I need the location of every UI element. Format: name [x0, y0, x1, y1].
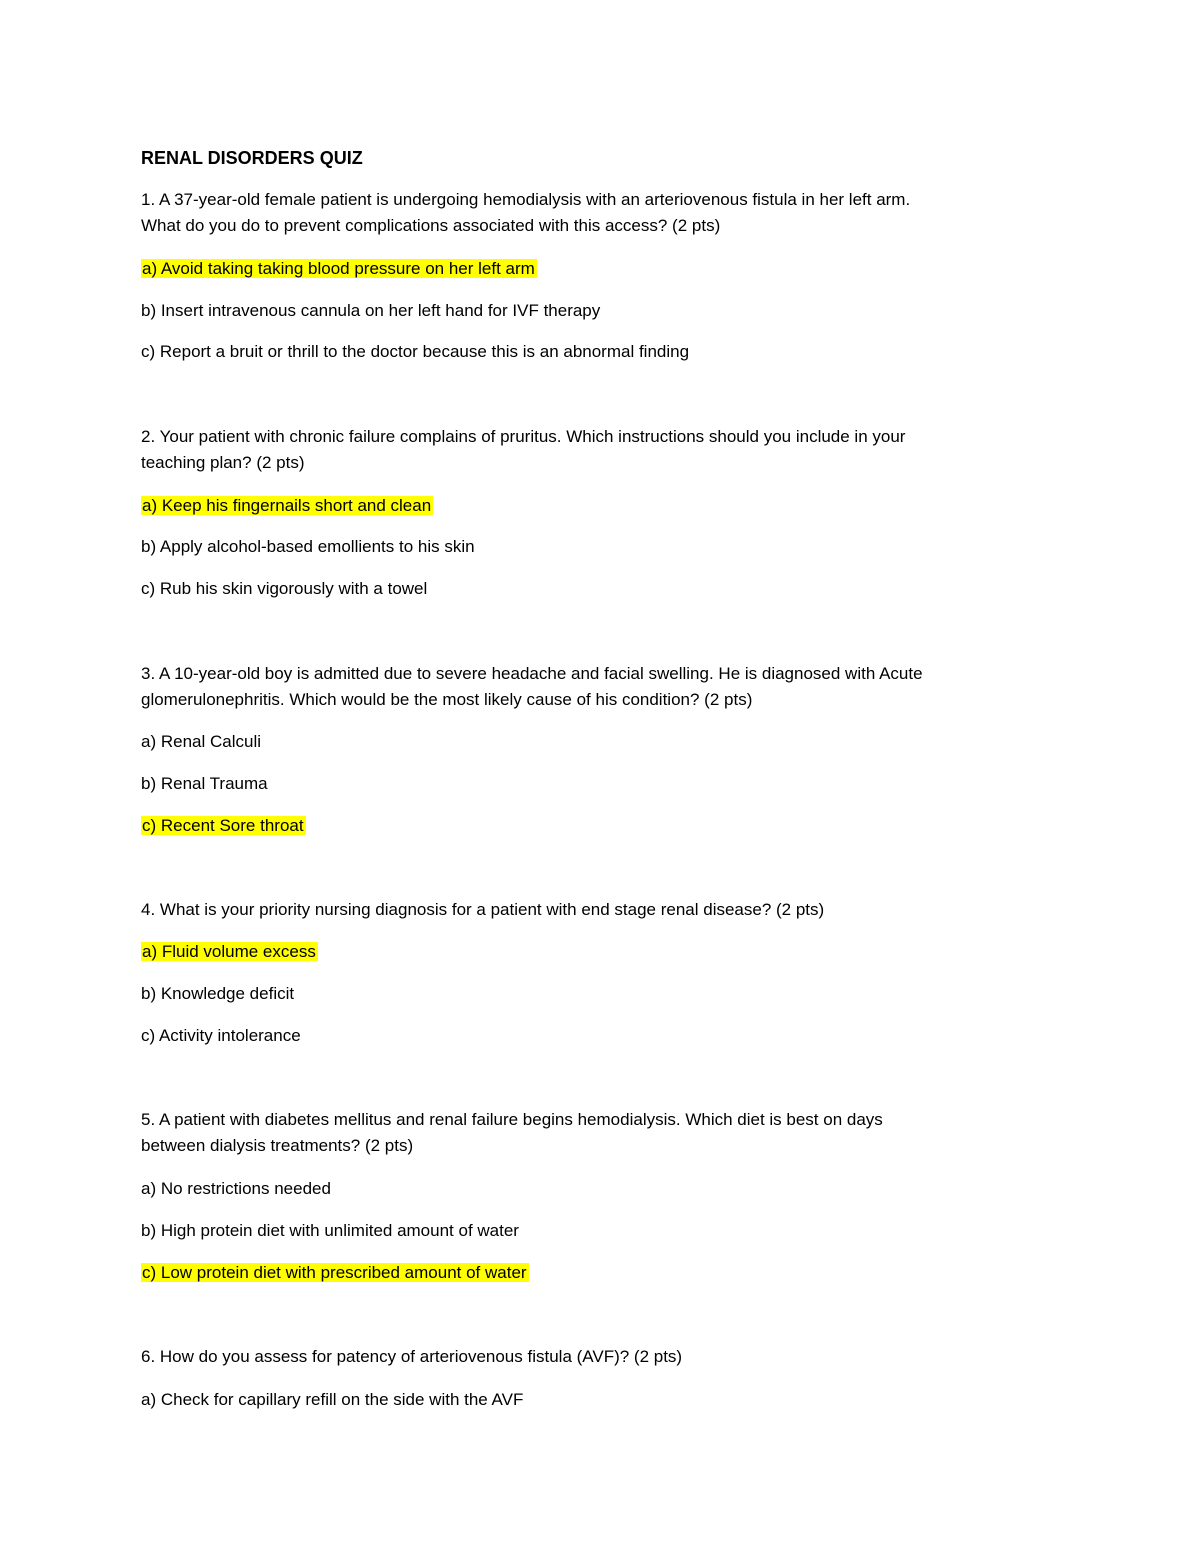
- question-5-option-c: [141, 1260, 529, 1286]
- question-1-text-line-2: What do you do to prevent complications associated with this access? (2 pts): [141, 216, 721, 235]
- question-3-option-b: b) Renal Trauma: [141, 774, 268, 793]
- question-3-option-c: [141, 813, 306, 839]
- question-6-option-a: a) Check for capillary refill on the side with the AVF: [141, 1390, 524, 1409]
- question-4-option-c: c) Activity intolerance: [141, 1026, 301, 1045]
- question-2-option-a: [141, 493, 433, 519]
- question-2-option-c: c) Rub his skin vigorously with a towel: [141, 579, 428, 598]
- question-4-text-line-1: 4. What is your priority nursing diagnosis for a patient with end stage renal disease? (2 pts): [141, 900, 825, 919]
- question-1-option-c: c) Report a bruit or thrill to the doctor because this is an abnormal finding: [141, 342, 690, 361]
- question-2-text-line-1: 2. Your patient with chronic failure complains of pruritus. Which instructions should you include in your: [141, 427, 906, 446]
- question-1-option-b: b) Insert intravenous cannula on her left hand for IVF therapy: [141, 301, 601, 320]
- question-5-option-a: a) No restrictions needed: [141, 1179, 331, 1198]
- question-4-option-b: b) Knowledge deficit: [141, 984, 295, 1003]
- question-1-text-line-1: 1. A 37-year-old female patient is undergoing hemodialysis with an arteriovenous fistula in her left arm.: [141, 190, 911, 209]
- question-5-text-line-2: between dialysis treatments? (2 pts): [141, 1136, 414, 1155]
- page-title: RENAL DISORDERS QUIZ: [141, 148, 363, 168]
- answer-highlight: c) Recent Sore throat: [142, 816, 304, 835]
- answer-highlight: a) Keep his fingernails short and clean: [142, 496, 432, 515]
- question-1-option-a: [141, 256, 537, 282]
- question-6-text-line-1: 6. How do you assess for patency of arteriovenous fistula (AVF)? (2 pts): [141, 1347, 683, 1366]
- question-2-text-line-2: teaching plan? (2 pts): [141, 453, 305, 472]
- question-3-text-line-2: glomerulonephritis. Which would be the most likely cause of his condition? (2 pts): [141, 690, 753, 709]
- question-3-option-a: a) Renal Calculi: [141, 732, 261, 751]
- question-5-option-b: b) High protein diet with unlimited amount of water: [141, 1221, 519, 1240]
- question-5-text-line-1: 5. A patient with diabetes mellitus and renal failure begins hemodialysis. Which diet is best on days: [141, 1110, 883, 1129]
- question-2-option-b: b) Apply alcohol-based emollients to his skin: [141, 537, 475, 556]
- answer-highlight: a) Fluid volume excess: [142, 942, 316, 961]
- question-3-text-line-1: 3. A 10-year-old boy is admitted due to severe headache and facial swelling. He is diagnosed with Acute: [141, 664, 923, 683]
- question-4-option-a: [141, 939, 318, 965]
- answer-highlight: a) Avoid taking taking blood pressure on her left arm: [142, 259, 535, 278]
- answer-highlight: c) Low protein diet with prescribed amount of water: [142, 1263, 527, 1282]
